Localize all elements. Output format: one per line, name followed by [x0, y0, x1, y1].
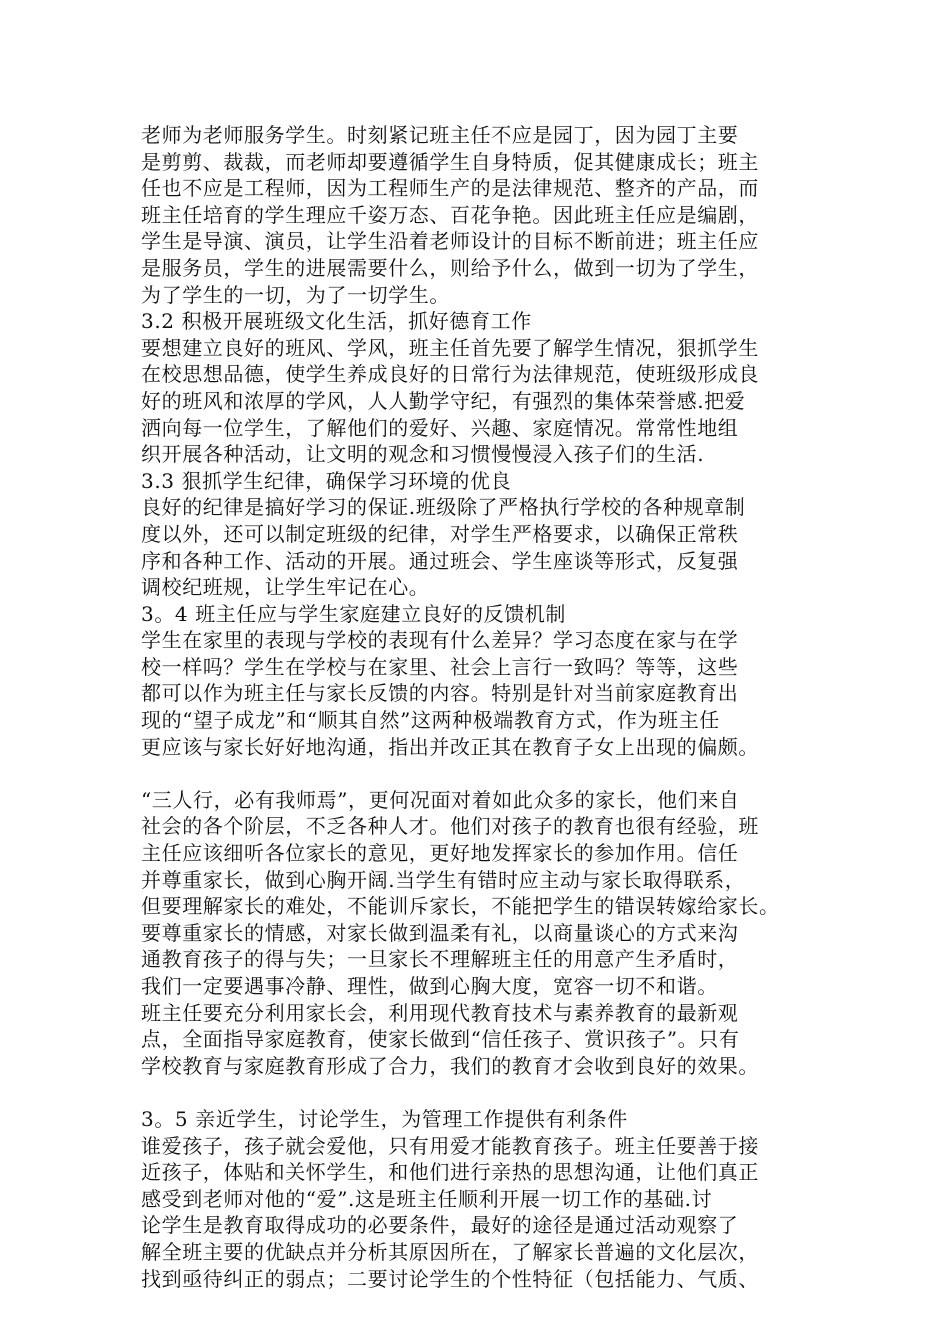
text-line: 社会的各个阶层，不乏各种人才。他们对孩子的教育也很有经验，班	[141, 814, 759, 839]
text-line: 并尊重家长，做到心胸开阔.当学生有错时应主动与家长取得联系，	[141, 867, 746, 892]
text-line: 主任应该细听各位家长的意见，更好地发挥家长的参加作用。信任	[141, 841, 739, 866]
text-line: 在校思想品德，使学生养成良好的日常行为法律规范，使班级形成良	[141, 362, 759, 387]
text-line: 学生在家里的表现与学校的表现有什么差异？学习态度在家与在学	[141, 628, 739, 653]
text-line: 校一样吗？学生在学校与在家里、社会上言行一致吗？等等，这些	[141, 654, 739, 679]
text-line: 谁爱孩子，孩子就会爱他，只有用爱才能教育孩子。班主任要善于接	[141, 1133, 759, 1158]
text-line: 近孩子，体贴和关怀学生，和他们进行亲热的思想沟通，让他们真正	[141, 1160, 759, 1185]
text-line: 为了学生的一切，为了一切学生。	[141, 282, 450, 307]
text-line: 学校教育与家庭教育形成了合力，我们的教育才会收到良好的效果。	[141, 1053, 759, 1078]
text-line: 解全班主要的优缺点并分析其原因所在，了解家长普遍的文化层次，	[141, 1239, 759, 1264]
text-line: 良好的纪律是搞好学习的保证.班级除了严格执行学校的各种规章制	[141, 495, 746, 520]
text-line: 老师为老师服务学生。时刻紧记班主任不应是园丁，因为园丁主要	[141, 123, 739, 147]
text-line: “三人行，必有我师焉”，更何况面对着如此众多的家长，他们来自	[141, 787, 740, 812]
text-line: 感受到老师对他的“爱”.这是班主任顺利开展一切工作的基础.讨	[141, 1186, 713, 1211]
text-line: 班主任要充分利用家长会，利用现代教育技术与素养教育的最新观	[141, 1000, 739, 1025]
blank-line	[141, 1079, 821, 1106]
text-line: 调校纪班规，让学生牢记在心。	[141, 575, 430, 600]
text-line: 找到亟待纠正的弱点；二要讨论学生的个性特征（包括能力、气质、	[141, 1266, 759, 1291]
text-line: 但要理解家长的难处，不能训斥家长，不能把学生的错误转嫁给家长。	[141, 894, 780, 919]
text-line: 班主任培育的学生理应千姿万态、百花争艳。因此班主任应是编剧，	[141, 202, 759, 227]
text-line: 是剪剪、裁裁，而老师却要遵循学生自身特质，促其健康成长；班主	[141, 149, 759, 174]
text-line: 点，全面指导家庭教育，使家长做到“信任孩子、赏识孩子”。只有	[141, 1027, 740, 1052]
text-line: 织开展各种活动，让文明的观念和习惯慢慢浸入孩子们的生活.	[141, 442, 705, 467]
section-heading: 3。4 班主任应与学生家庭建立良好的反馈机制	[141, 601, 567, 626]
text-line: 更应该与家长好好地沟通，指出并改正其在教育子女上出现的偏颇。	[141, 734, 759, 759]
section-heading: 3.3 狠抓学生纪律，确保学习环境的优良	[141, 468, 512, 493]
document-body	[141, 122, 821, 1292]
text-line: 是服务员，学生的进展需要什么，则给予什么，做到一切为了学生，	[141, 255, 759, 280]
text-line: 要想建立良好的班风、学风，班主任首先要了解学生情况，狠抓学生	[141, 335, 759, 360]
blank-line	[141, 760, 821, 787]
text-line: 论学生是教育取得成功的必要条件，最好的途径是通过活动观察了	[141, 1213, 739, 1238]
text-line: 度以外，还可以制定班级的纪律，对学生严格要求，以确保正常秩	[141, 521, 739, 546]
text-line: 通教育孩子的得与失；一旦家长不理解班主任的用意产生矛盾时，	[141, 947, 739, 972]
text-line: 学生是导演、演员，让学生沿着老师设计的目标不断前进；班主任应	[141, 229, 759, 254]
text-line: 洒向每一位学生，了解他们的爱好、兴趣、家庭情况。常常性地组	[141, 415, 739, 440]
text-line: 都可以作为班主任与家长反馈的内容。特别是针对当前家庭教育出	[141, 681, 739, 706]
text-line: 我们一定要遇事冷静、理性，做到心胸大度，宽容一切不和谐。	[141, 974, 718, 998]
text-line: 任也不应是工程师，因为工程师生产的是法律规范、整齐的产品，而	[141, 176, 759, 201]
text-line: 序和各种工作、活动的开展。通过班会、学生座谈等形式，反复强	[141, 548, 739, 573]
text-line: 要尊重家长的情感，对家长做到温柔有礼，以商量谈心的方式来沟	[141, 920, 739, 945]
text-line: 好的班风和浓厚的学风，人人勤学守纪，有强烈的集体荣誉感.把爱	[141, 388, 746, 413]
section-heading: 3.2 积极开展班级文化生活，抓好德育工作	[141, 309, 532, 334]
text-line: 现的“望子成龙”和“顺其自然”这两种极端教育方式，作为班主任	[141, 708, 720, 733]
section-heading: 3。5 亲近学生，讨论学生，为管理工作提供有利条件	[141, 1106, 628, 1131]
